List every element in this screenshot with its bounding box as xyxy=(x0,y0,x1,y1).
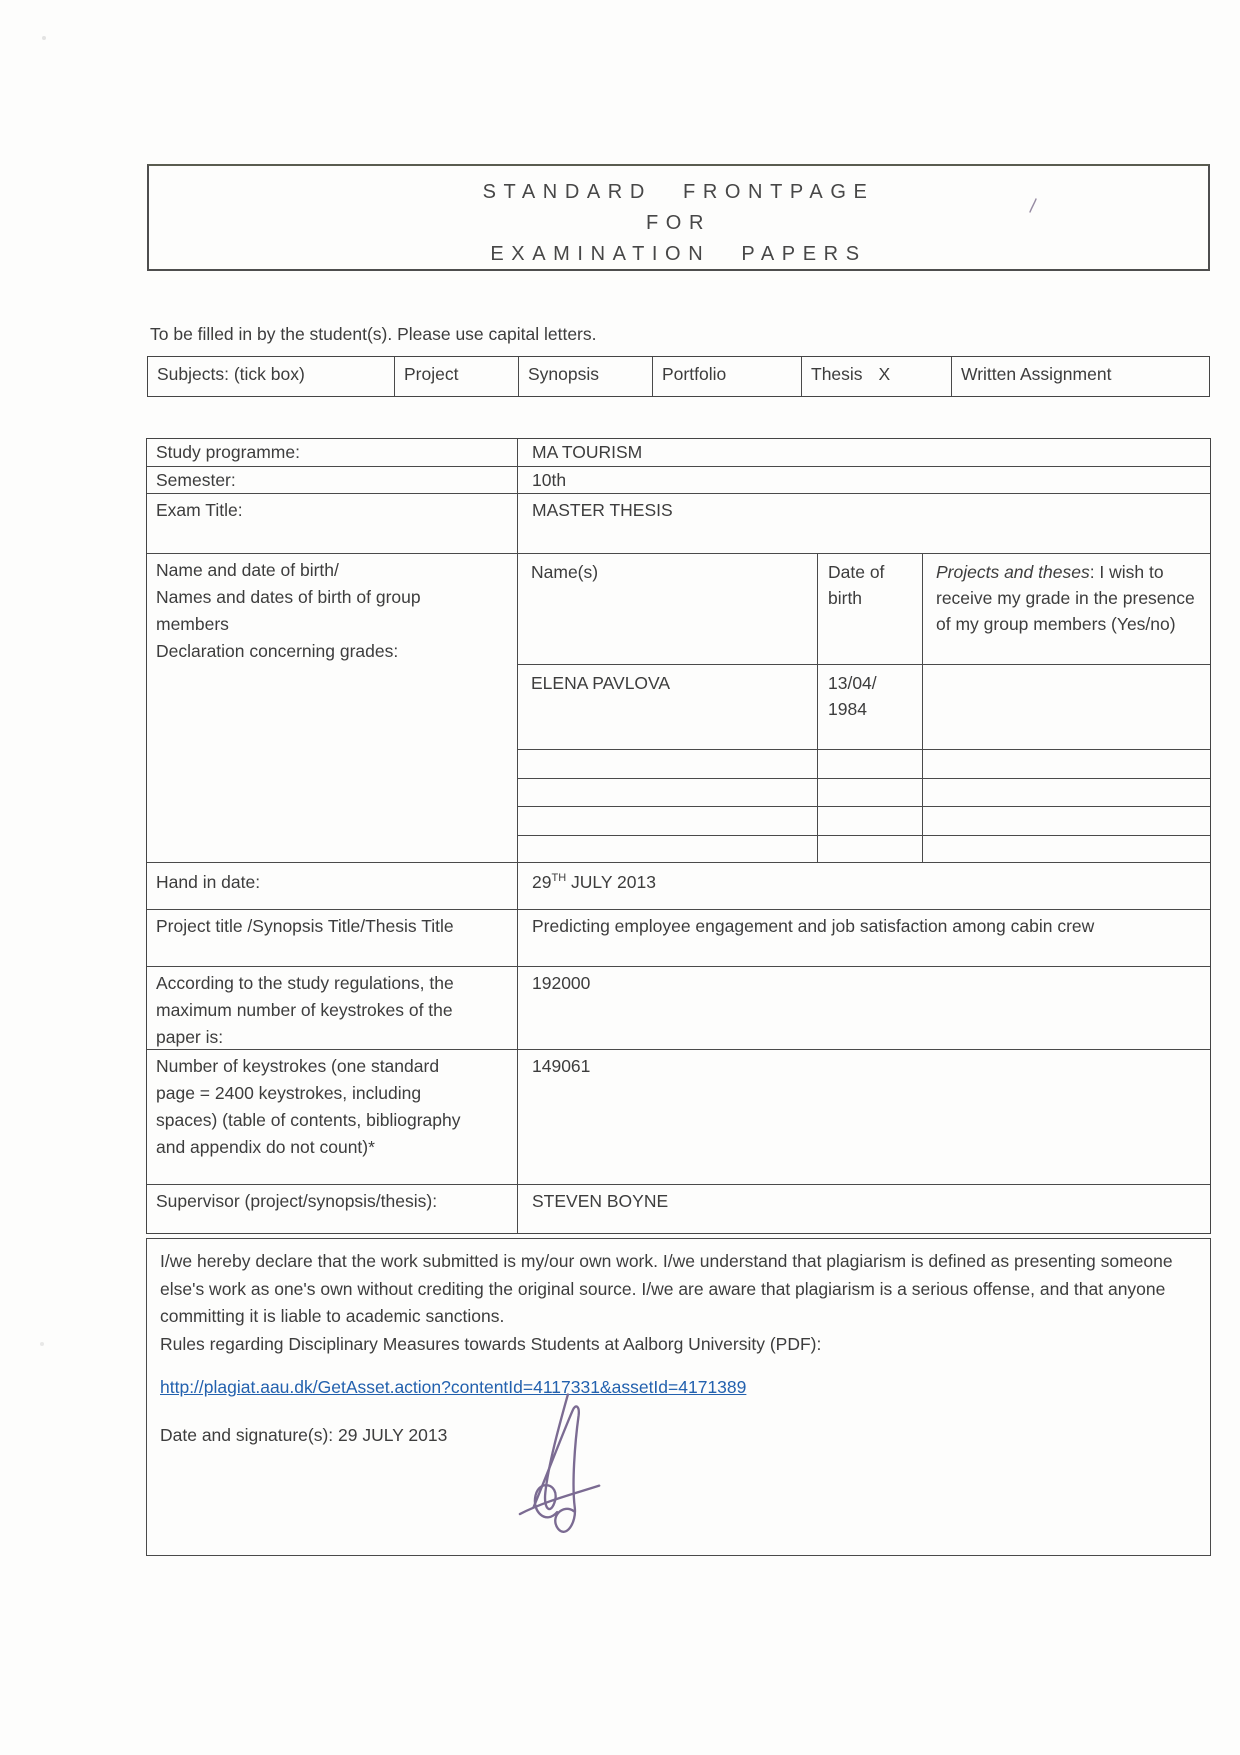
row-semester xyxy=(147,466,1210,493)
subject-label: Thesis xyxy=(811,364,863,384)
hand-in-label: Hand in date: xyxy=(147,863,518,909)
plagiarism-rules-link[interactable]: http://plagiat.aau.dk/GetAsset.action?contentId=4117331&assetId=4171389 xyxy=(160,1377,747,1397)
hand-in-value xyxy=(518,863,1210,909)
names-header-row xyxy=(518,554,1210,664)
hand-in-rest: JULY 2013 xyxy=(566,872,656,892)
names-label-line1: Name and date of birth/ xyxy=(156,560,339,580)
names-label-line3: Declaration concerning grades: xyxy=(156,641,399,661)
member-dob-line2: 1984 xyxy=(828,699,867,719)
subject-label: Project xyxy=(404,364,459,384)
page-title-line1: STANDARD FRONTPAGE xyxy=(482,181,875,203)
subject-option-project xyxy=(395,357,519,396)
empty-name-cell xyxy=(518,807,818,834)
title-box xyxy=(147,164,1210,271)
declaration-rest-part: : I wish to receive my grade in the presence of my group members (Yes/no) xyxy=(936,562,1195,634)
names-empty-row xyxy=(518,778,1210,806)
declaration-paragraph: I/we hereby declare that the work submitted is my/our own work. I/we understand that plagiarism is defined as presenting someone else's work as one's own without crediting the original source. I/we are aware that plagiarism is a serious offense, and that anyone committing it is liable to academic sanctions. xyxy=(160,1251,1173,1326)
names-label-line2: Names and dates of birth of group members xyxy=(156,587,421,634)
declaration-rules-line: Rules regarding Disciplinary Measures towards Students at Aalborg University (PDF): xyxy=(160,1333,822,1354)
member-name: ELENA PAVLOVA xyxy=(518,665,818,721)
row-project-title xyxy=(147,909,1210,966)
project-title-value: Predicting employee engagement and job satisfaction among cabin crew xyxy=(532,916,1095,936)
empty-dob-cell xyxy=(818,779,923,806)
member-row xyxy=(518,664,1210,721)
names-section-label xyxy=(147,554,518,862)
subject-label: Written Assignment xyxy=(961,364,1112,384)
subjects-label-cell: Subjects: (tick box) xyxy=(148,357,395,396)
empty-dob-cell xyxy=(818,836,923,863)
names-empty-row xyxy=(518,835,1210,863)
project-title-label: Project title /Synopsis Title/Thesis Title xyxy=(147,910,518,966)
row-num-keystrokes xyxy=(147,1049,1210,1184)
hand-in-day: 29 xyxy=(532,872,552,892)
supervisor-value: STEVEN BOYNE xyxy=(532,1191,669,1211)
subject-label: Synopsis xyxy=(528,364,600,384)
subjects-table xyxy=(147,356,1210,397)
empty-dob-cell xyxy=(818,750,923,777)
scan-speck xyxy=(42,36,46,40)
page-title-line3: EXAMINATION PAPERS xyxy=(490,243,867,265)
names-empty-row xyxy=(518,806,1210,834)
col-header-declaration xyxy=(923,554,1210,664)
declaration-italic-part: Projects and theses xyxy=(936,562,1090,582)
empty-declaration-cell xyxy=(923,721,1210,749)
hand-in-ordinal: TH xyxy=(551,872,567,885)
instruction-text: To be filled in by the student(s). Please use capital letters. xyxy=(150,324,597,344)
subject-label: Portfolio xyxy=(662,364,727,384)
row-names-section xyxy=(147,553,1210,862)
empty-name-cell xyxy=(518,836,818,863)
pen-tick-mark xyxy=(1028,198,1038,214)
subject-option-thesis xyxy=(802,357,952,396)
empty-declaration-cell xyxy=(923,807,1210,834)
declaration-box xyxy=(146,1238,1211,1556)
scan-speck xyxy=(40,1342,44,1346)
exam-title-label: Exam Title: xyxy=(147,494,518,553)
exam-title-value: MASTER THESIS xyxy=(532,500,673,520)
row-supervisor xyxy=(147,1184,1210,1233)
page-title-line2: FOR xyxy=(645,212,712,234)
empty-dob-cell xyxy=(818,721,923,749)
member-dob-line1: 13/04/ xyxy=(828,673,877,693)
row-study-programme xyxy=(147,439,1210,466)
empty-declaration-cell xyxy=(923,836,1210,863)
study-programme-label: Study programme: xyxy=(147,439,518,466)
handwritten-signature xyxy=(513,1389,611,1549)
max-keystrokes-value: 192000 xyxy=(532,973,591,993)
names-empty-row xyxy=(518,721,1210,749)
names-empty-rows xyxy=(518,721,1210,863)
supervisor-label: Supervisor (project/synopsis/thesis): xyxy=(147,1185,518,1233)
max-keystrokes-label: According to the study regulations, the maximum number of keystrokes of the paper is: xyxy=(147,967,518,1049)
col-header-names: Name(s) xyxy=(518,554,818,664)
member-declaration xyxy=(923,665,1210,721)
empty-name-cell xyxy=(518,750,818,777)
row-max-keystrokes xyxy=(147,966,1210,1049)
empty-declaration-cell xyxy=(923,750,1210,777)
num-keystrokes-value: 149061 xyxy=(532,1056,591,1076)
member-dob xyxy=(818,665,923,721)
subject-option-written-assignment xyxy=(952,357,1209,396)
row-hand-in-date xyxy=(147,862,1210,909)
empty-name-cell xyxy=(518,721,818,749)
empty-declaration-cell xyxy=(923,779,1210,806)
empty-name-cell xyxy=(518,779,818,806)
names-empty-row xyxy=(518,749,1210,777)
date-signature-line: Date and signature(s): 29 JULY 2013 xyxy=(160,1425,448,1445)
study-programme-value: MA TOURISM xyxy=(532,442,643,462)
empty-dob-cell xyxy=(818,807,923,834)
row-exam-title xyxy=(147,493,1210,553)
subject-option-portfolio xyxy=(653,357,802,396)
num-keystrokes-label: Number of keystrokes (one standard page = 2400 keystrokes, including spaces) (table of contents, bibliography and appendix do not count)* xyxy=(147,1050,518,1184)
subject-option-synopsis xyxy=(519,357,653,396)
col-header-dob: Date of birth xyxy=(818,554,923,664)
names-grid xyxy=(518,554,1210,862)
subject-tick-x: X xyxy=(878,364,891,384)
form-table xyxy=(146,438,1211,1234)
semester-label: Semester: xyxy=(147,467,518,493)
semester-value: 10th xyxy=(532,470,567,490)
